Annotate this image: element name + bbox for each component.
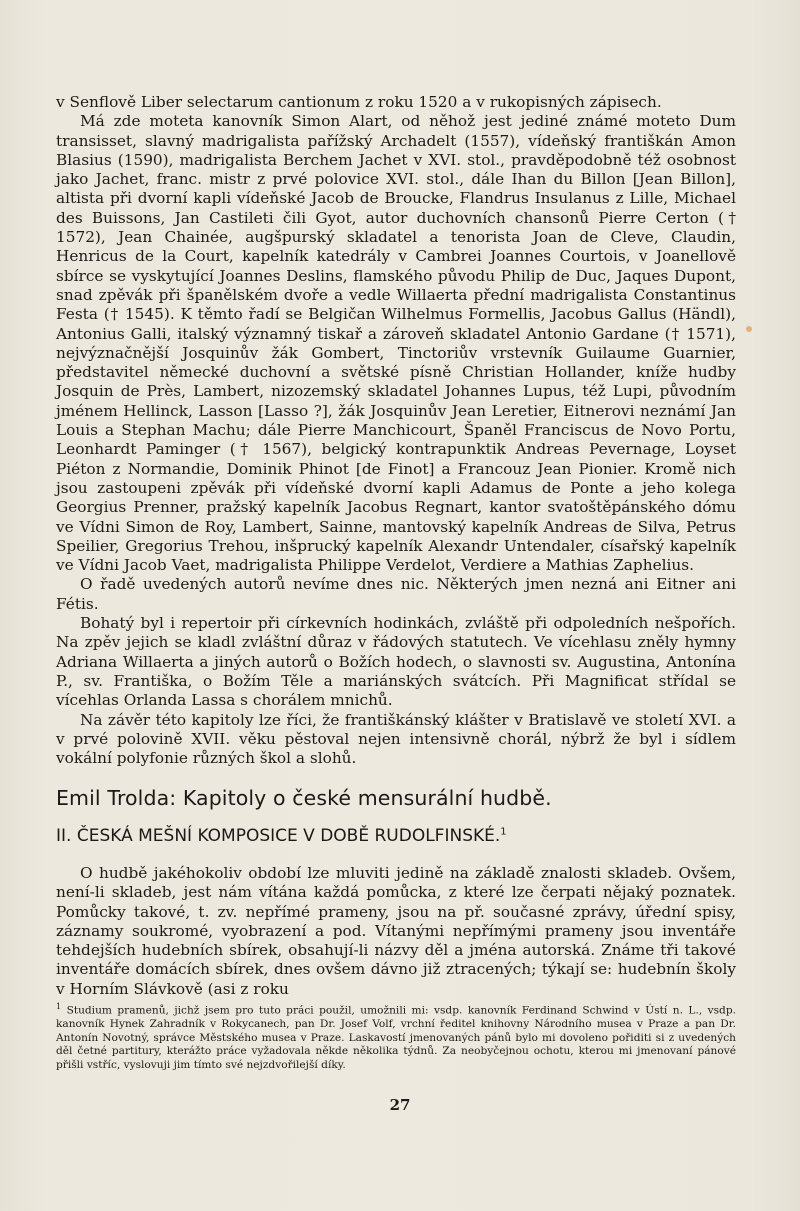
subheading-text: II. ČESKÁ MEŠNÍ KOMPOSICE V DOBĚ RUDOLFINSKÉ.: [56, 826, 501, 846]
paragraph: Na závěr této kapitoly lze říci, že františkánský klášter v Bratislavě ve století XVI. a v prvé polovině XVII. věku pěstoval nejen intensivně chorál, nýbrž že byl i sídlem vokální polyfonie různých škol a slohů.: [56, 710, 736, 768]
paragraph: Má zde moteta kanovník Simon Alart, od něhož jest jediné známé moteto Dum transisset, slavný madrigalista pařížský Archadelt (1557), vídeňský františkán Amon Blasius (1590), madrigalista Berchem Jachet v XVI. stol., pravděpodobně též osobnost jako Jachet, franc. mistr z prvé polovice XVI. stol., dále Ihan du Billon [Jean Billon], altista při dvorní kapli vídeňské Jacob de Broucke, Flandrus Insulanus z Lille, Michael des Buissons, Jan Castileti čili Gyot, autor duchovních chansonů Pierre Certon († 1572), Jean Chainée, augšpurský skladatel a tenorista Joan de Cleve, Claudin, Henricus de la Court, kapelník katedrály v Cambrei Joannes Courtois, v Joanellově sbírce se vyskytující Joannes Deslins, flamského původu Philip de Duc, Jaques Dupont, snad zpěvák při španělském dvoře a vedle Willaerta přední madrigalista Constantinus Festa († 1545). K těmto řadí se Belgičan Wilhelmus Formellis, Jacobus Gallus (Händl), Antonius Galli, italský významný tiskař a zároveň skladatel Antonio Gardane († 1571), nejvýznačnější Josquinův žák Gombert, Tinctoriův vrstevník Guilaume Guarnier, představitel německé duchovní a světské písně Christian Hollander, kníže hudby Josquin de Près, Lambert, nizozemský skladatel Johannes Lupus, též Lupi, původním jménem Hellinck, Lasson [Lasso ?], žák Josquinův Jean Leretier, Eitnerovi neznámí Jan Louis a Stephan Machu; dále Pierre Manchicourt, Španěl Franciscus de Novo Portu, Leonhardt Paminger († 1567), belgický kontrapunktik Andreas Pevernage, Loyset Piéton z Normandie, Dominik Phinot [de Finot] a Francouz Jean Pionier. Kromě nich jsou zastoupeni zpěvák při vídeňské dvorní kapli Adamus de Ponte a jeho kolega Georgius Prenner, pražský kapelník Jacobus Regnart, kantor svatoštěpánského dómu ve Vídni Simon de Roy, Lambert, Sainne, mantovský kapelník Andreas de Silva, Petrus Speilier, Gregorius Trehou, inšprucký kapelník Alexandr Untendaler, císařský kapelník ve Vídni Jacob Vaet, madrigalista Philippe Verdelot, Verdiere a Mathias Zaphelius.: [56, 112, 736, 575]
footnote-text: Studium pramenů, jichž jsem pro tuto práci použil, umožnili mi: vsdp. kanovník Ferdinand Schwind v Ústí n. L., vsdp. kanovník Hynek Zahradník v Rokycanech, pan Dr. Josef Volf, vrchní ředitel knihovny Národního musea v Praze a pan Dr. Antonín Novotný, správce Městského musea v Praze. Laskavostí jmenovaných pánů bylo mi dovoleno pořiditi si z uvedených děl četné partitury, kterážto práce vyžadovala někde několika týdnů. Za neobyčejnou ochotu, kterou mi jmenovaní pánové přišli vstříc, vyslovuji jim tímto své nejzdvořilejší díky.: [56, 1004, 736, 1071]
paragraph: Bohatý byl i repertoir při církevních hodinkách, zvláště při odpoledních nešpořích. Na zpěv jejich se kladl zvláštní důraz v řádových statutech. Ve vícehlasu zněly hymny Adriana Willaerta a jiných autorů o Božích hodech, o slavnosti sv. Augustina, Antonína P., sv. Františka, o Božím Těle a mariánských svátcích. Při Magnificat střídal se vícehlas Orlanda Lassa s chorálem mnichů.: [56, 614, 736, 710]
paragraph: O řadě uvedených autorů nevíme dnes nic. Některých jmen nezná ani Eitner ani Fétis.: [56, 575, 736, 613]
page-number: 27: [389, 1096, 411, 1114]
footnote: [56, 1000, 736, 1073]
footnote-reference: 1: [500, 826, 507, 838]
paragraph: v Senflově Liber selectarum cantionum z roku 1520 a v rukopisných zápisech.: [56, 93, 662, 111]
body-text-bottom: [56, 864, 736, 999]
paper-stain-icon: [746, 326, 752, 332]
paragraph: O hudbě jakéhokoliv období lze mluviti jedině na základě znalosti skladeb. Ovšem, není-li skladeb, jest nám vítána každá pomůcka, z které lze čerpati nějaký poznatek. Pomůcky takové, t. zv. nepřímé prameny, jsou na př. současné zprávy, úřední spisy, záznamy soukromé, vyobrazení a pod. Vítanými nepřímými prameny jsou inventáře tehdejších hudebních sbírek, obsahují-li názvy děl a jména autorská. Známe tři takové inventáře domácích sbírek, dnes ovšem dávno již ztracených; týkají se: hudebnín školy v Horním Slávkově (asi z roku: [56, 864, 736, 998]
chapter-subheading: [56, 826, 736, 846]
article-heading: Emil Trolda: Kapitoly o české mensurální hudbě.: [56, 786, 552, 810]
footnote-mark: 1: [56, 1002, 62, 1011]
body-text-top: [56, 93, 736, 768]
